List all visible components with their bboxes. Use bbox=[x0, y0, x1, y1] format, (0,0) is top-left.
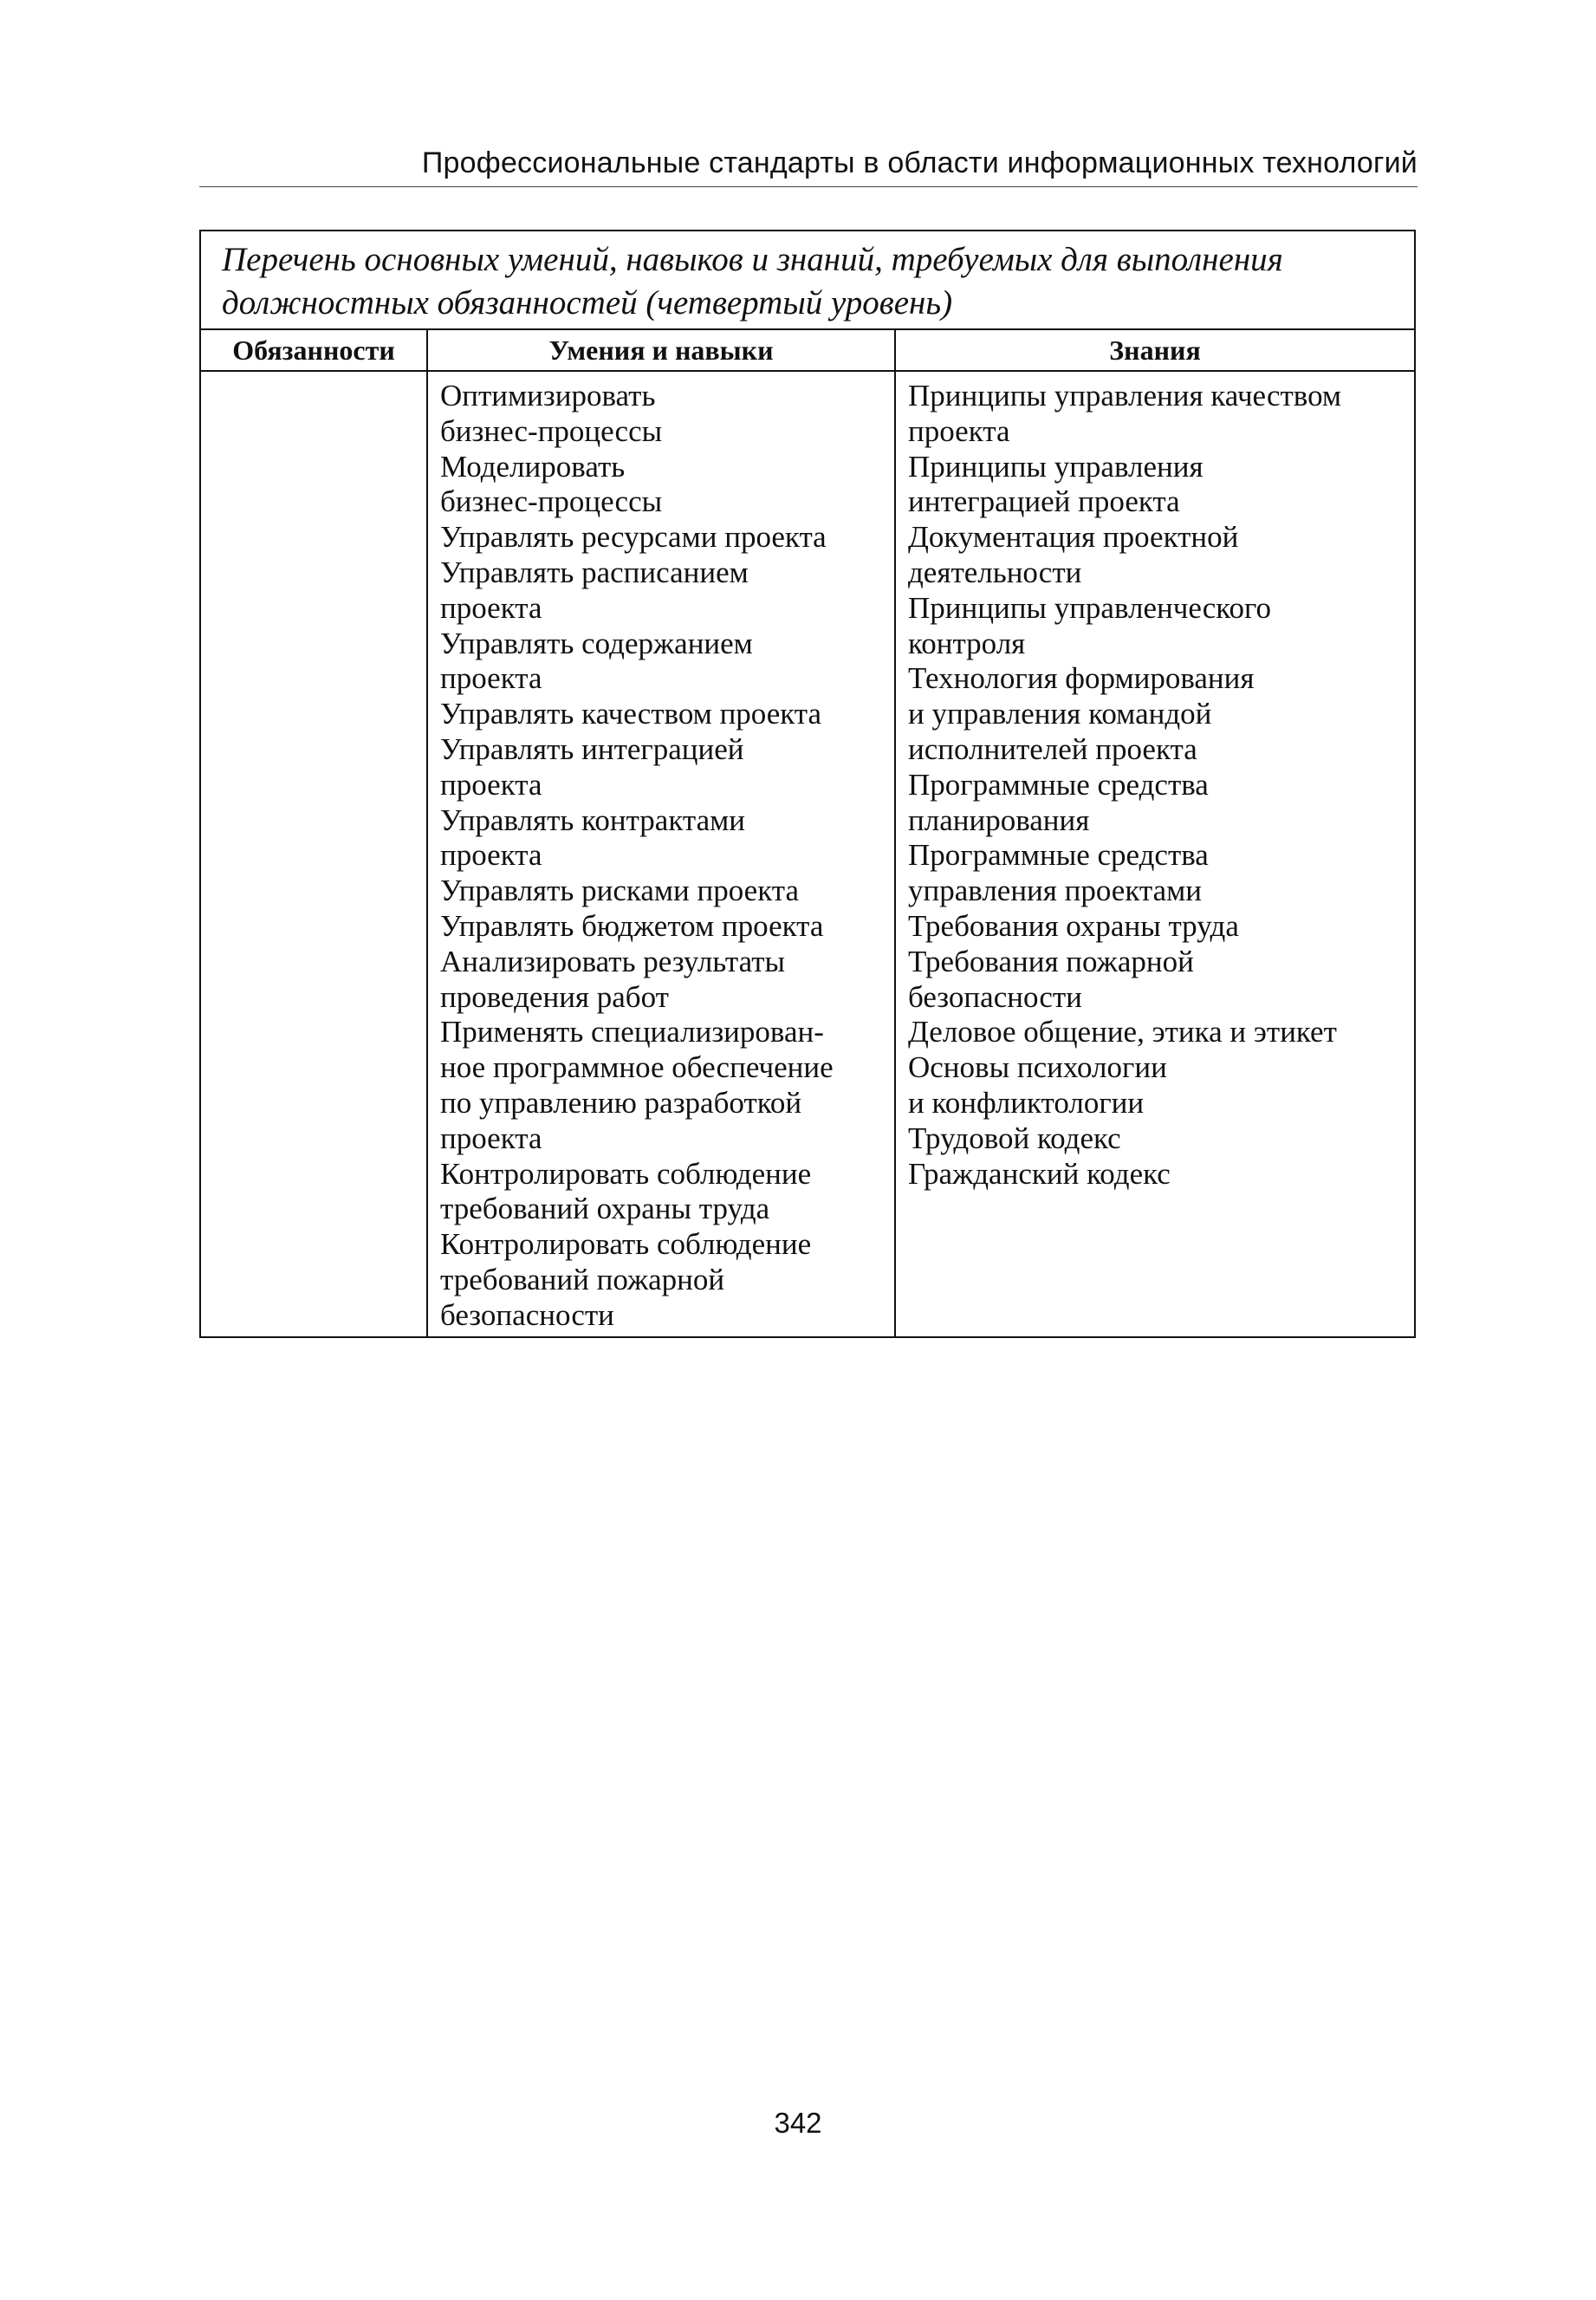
cell-line: проекта bbox=[440, 590, 542, 625]
cell-line: ное программное обеспечение bbox=[440, 1050, 834, 1085]
cell-line: требований охраны труда bbox=[440, 1192, 770, 1226]
cell-line: Документация проектной bbox=[908, 520, 1239, 555]
cell-line: планирования bbox=[908, 802, 1090, 837]
column-header-duties: Обязанности bbox=[200, 329, 427, 371]
cell-line: Программные средства bbox=[908, 767, 1209, 802]
running-header: Профессиональные стандарты в области информационных технологий bbox=[421, 146, 1418, 179]
cell-line: Принципы управления bbox=[908, 449, 1203, 484]
table-caption bbox=[200, 231, 1415, 329]
cell-line: Анализировать результаты bbox=[440, 944, 786, 978]
column-header-knowledge: Знания bbox=[895, 329, 1415, 371]
cell-line: Моделировать bbox=[440, 449, 626, 484]
cell-line: Управлять расписанием bbox=[440, 555, 749, 589]
header-row bbox=[200, 329, 1415, 371]
cell-line: бизнес-процессы bbox=[440, 484, 663, 519]
skills-cell bbox=[427, 371, 895, 1337]
caption-row bbox=[200, 231, 1415, 329]
cell-line: Принципы управленческого bbox=[908, 590, 1272, 625]
cell-line: исполнителей проекта bbox=[908, 731, 1197, 766]
cell-line: Программные средства bbox=[908, 838, 1209, 873]
knowledge-cell bbox=[895, 371, 1415, 1337]
cell-line: Контролировать соблюдение bbox=[440, 1156, 812, 1191]
cell-line: проекта bbox=[440, 1121, 542, 1155]
cell-line: безопасности bbox=[908, 979, 1082, 1014]
page-number: 342 bbox=[774, 2107, 822, 2139]
cell-line: Управлять качеством проекта bbox=[440, 697, 822, 731]
cell-line: управления проектами bbox=[908, 874, 1203, 908]
duties-cell bbox=[200, 371, 427, 1337]
caption-line: Перечень основных умений, навыков и знаний, требуемых для выполнения bbox=[222, 241, 1283, 278]
cell-line: интеграцией проекта bbox=[908, 484, 1180, 519]
cell-line: и конфликтологии bbox=[908, 1085, 1145, 1120]
cell-line: Технология формирования bbox=[908, 661, 1255, 696]
cell-line: безопасности bbox=[440, 1297, 614, 1332]
cell-line: проекта bbox=[908, 413, 1010, 448]
cell-line: деятельности bbox=[908, 555, 1082, 589]
cell-line: Гражданский кодекс bbox=[908, 1156, 1171, 1191]
cell-line: и управления командой bbox=[908, 697, 1212, 731]
cell-line: по управлению разработкой bbox=[440, 1085, 802, 1120]
cell-line: проекта bbox=[440, 661, 542, 696]
cell-line: Применять специализирован- bbox=[440, 1015, 824, 1049]
cell-line: Трудовой кодекс bbox=[908, 1121, 1121, 1155]
cell-line: Требования охраны труда bbox=[908, 908, 1239, 943]
content-row bbox=[200, 371, 1415, 1337]
cell-line: проекта bbox=[440, 767, 542, 802]
cell-line: Управлять интеграцией bbox=[440, 731, 744, 766]
cell-line: Деловое общение, этика и этикет bbox=[908, 1015, 1337, 1049]
cell-line: Требования пожарной bbox=[908, 944, 1194, 978]
cell-line: Оптимизировать bbox=[440, 379, 656, 413]
cell-line: Управлять ресурсами проекта bbox=[440, 520, 827, 555]
cell-line: требований пожарной bbox=[440, 1262, 725, 1296]
cell-line: Принципы управления качеством bbox=[908, 379, 1342, 413]
cell-line: Управлять контрактами bbox=[440, 802, 745, 837]
competency-table bbox=[199, 230, 1416, 1338]
cell-line: контроля bbox=[908, 626, 1026, 660]
header-rule bbox=[199, 186, 1418, 187]
caption-line: должностных обязанностей (четвертый уровень) bbox=[222, 284, 953, 322]
cell-line: проекта bbox=[440, 838, 542, 873]
column-header-skills: Умения и навыки bbox=[427, 329, 895, 371]
cell-line: проведения работ bbox=[440, 979, 669, 1014]
cell-line: Основы психологии bbox=[908, 1050, 1167, 1085]
cell-line: Управлять содержанием bbox=[440, 626, 753, 660]
cell-line: Контролировать соблюдение bbox=[440, 1227, 812, 1262]
cell-line: Управлять рисками проекта bbox=[440, 874, 800, 908]
cell-line: Управлять бюджетом проекта bbox=[440, 908, 824, 943]
cell-line: бизнес-процессы bbox=[440, 413, 663, 448]
